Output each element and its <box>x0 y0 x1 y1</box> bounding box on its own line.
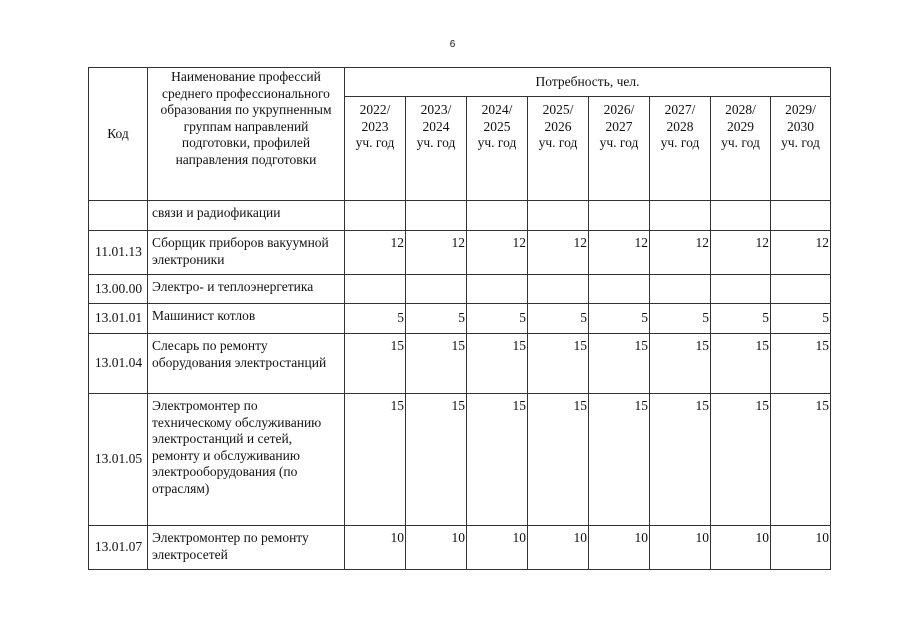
row-profession-name: Сборщик приборов вакуумной электроники <box>148 231 345 275</box>
header-year <box>650 97 711 201</box>
header-year-line: уч. год <box>599 135 639 150</box>
row-demand-value: 15 <box>406 334 467 394</box>
row-code: 13.00.00 <box>89 275 148 304</box>
row-demand-value: 15 <box>589 334 650 394</box>
row-demand-value: 5 <box>467 304 528 334</box>
row-code: 13.01.05 <box>89 394 148 526</box>
row-demand-value <box>467 201 528 231</box>
header-demand: Потребность, чел. <box>345 68 831 97</box>
table-body <box>89 201 831 570</box>
row-code: 13.01.04 <box>89 334 148 394</box>
header-year-line: 2026 <box>544 118 572 134</box>
row-demand-value: 10 <box>589 526 650 570</box>
demand-table <box>88 67 831 570</box>
row-demand-value: 15 <box>650 394 711 526</box>
header-year-line: уч. год <box>538 135 578 150</box>
header-year-line: 2024/ <box>481 102 513 117</box>
header-year-line: 2024 <box>422 118 450 134</box>
row-demand-value <box>467 275 528 304</box>
row-demand-value: 12 <box>528 231 589 275</box>
header-year-line: уч. год <box>781 135 820 150</box>
row-demand-value <box>528 275 589 304</box>
row-demand-value <box>650 275 711 304</box>
header-year <box>467 97 528 201</box>
row-demand-value: 15 <box>345 394 406 526</box>
row-demand-value <box>771 201 831 231</box>
row-code: 13.01.01 <box>89 304 148 334</box>
row-demand-value: 12 <box>467 231 528 275</box>
header-year-line: 2027/ <box>664 102 696 117</box>
row-demand-value: 10 <box>345 526 406 570</box>
row-demand-value <box>345 201 406 231</box>
row-demand-value: 15 <box>711 394 771 526</box>
row-code: 13.01.07 <box>89 526 148 570</box>
header-year-line: уч. год <box>355 135 395 150</box>
header-year <box>345 97 406 201</box>
row-demand-value: 15 <box>467 334 528 394</box>
row-demand-value <box>711 275 771 304</box>
header-year-line: 2025/ <box>542 102 574 117</box>
header-year <box>528 97 589 201</box>
header-year-line: 2023 <box>361 118 389 134</box>
row-demand-value: 15 <box>589 394 650 526</box>
header-year-line: 2023/ <box>420 102 452 117</box>
header-profession-name: Наименование профессий среднего профессионального образования по укрупненным группам направлений подготовки, профилей направления подготовки <box>148 68 345 201</box>
row-demand-value: 5 <box>406 304 467 334</box>
row-profession-name: связи и радиофикации <box>148 201 345 231</box>
header-year <box>711 97 771 201</box>
row-demand-value <box>771 275 831 304</box>
row-demand-value: 15 <box>528 334 589 394</box>
header-year-line: 2030 <box>787 118 814 134</box>
row-profession-name: Машинист котлов <box>148 304 345 334</box>
row-demand-value <box>528 201 589 231</box>
page-number: 6 <box>449 39 456 50</box>
row-demand-value: 15 <box>467 394 528 526</box>
row-profession-name: Слесарь по ремонту оборудования электростанций <box>148 334 345 394</box>
header-year-line: 2029/ <box>785 102 816 117</box>
header-year-line: 2026/ <box>603 102 635 117</box>
header-year-line: уч. год <box>477 135 517 150</box>
row-demand-value <box>589 275 650 304</box>
row-demand-value: 15 <box>711 334 771 394</box>
table-row <box>89 231 831 275</box>
row-demand-value <box>650 201 711 231</box>
table-row <box>89 275 831 304</box>
row-demand-value: 5 <box>771 304 831 334</box>
header-year-line: 2027 <box>605 118 633 134</box>
header-code: Код <box>89 68 148 201</box>
table-row <box>89 334 831 394</box>
row-demand-value: 12 <box>589 231 650 275</box>
row-code: 11.01.13 <box>89 231 148 275</box>
row-demand-value: 12 <box>771 231 831 275</box>
header-year-line: уч. год <box>660 135 700 150</box>
header-year <box>406 97 467 201</box>
header-year-line: уч. год <box>721 135 760 150</box>
header-year-line: 2028/ <box>725 102 756 117</box>
row-demand-value: 10 <box>528 526 589 570</box>
row-code <box>89 201 148 231</box>
row-demand-value: 12 <box>711 231 771 275</box>
table-row <box>89 526 831 570</box>
row-demand-value: 10 <box>467 526 528 570</box>
row-demand-value: 5 <box>528 304 589 334</box>
row-demand-value: 5 <box>650 304 711 334</box>
row-demand-value: 10 <box>771 526 831 570</box>
row-demand-value <box>345 275 406 304</box>
row-demand-value: 15 <box>528 394 589 526</box>
header-year-line: 2025 <box>483 118 511 134</box>
header-year <box>771 97 831 201</box>
header-year-line: 2022/ <box>359 102 391 117</box>
header-year <box>589 97 650 201</box>
header-year-line: 2029 <box>727 118 754 134</box>
table-row <box>89 201 831 231</box>
row-demand-value: 15 <box>771 334 831 394</box>
row-demand-value <box>406 275 467 304</box>
table-row <box>89 304 831 334</box>
row-demand-value: 5 <box>589 304 650 334</box>
row-demand-value: 15 <box>650 334 711 394</box>
row-demand-value: 5 <box>345 304 406 334</box>
row-demand-value <box>711 201 771 231</box>
row-demand-value <box>406 201 467 231</box>
row-demand-value: 5 <box>711 304 771 334</box>
header-year-line: уч. год <box>416 135 456 150</box>
header-year-line: 2028 <box>666 118 694 134</box>
row-demand-value: 15 <box>406 394 467 526</box>
row-demand-value: 12 <box>345 231 406 275</box>
row-demand-value: 10 <box>406 526 467 570</box>
row-demand-value: 15 <box>771 394 831 526</box>
row-demand-value: 10 <box>650 526 711 570</box>
row-demand-value <box>589 201 650 231</box>
row-demand-value: 15 <box>345 334 406 394</box>
table-row <box>89 394 831 526</box>
row-demand-value: 12 <box>406 231 467 275</box>
row-profession-name: Электромонтер по ремонту электросетей <box>148 526 345 570</box>
row-profession-name: Электро- и теплоэнергетика <box>148 275 345 304</box>
row-demand-value: 10 <box>711 526 771 570</box>
row-demand-value: 12 <box>650 231 711 275</box>
row-profession-name: Электромонтер по техническому обслуживанию электростанций и сетей, ремонту и обслуживанию электрооборудования (по отраслям) <box>148 394 345 526</box>
